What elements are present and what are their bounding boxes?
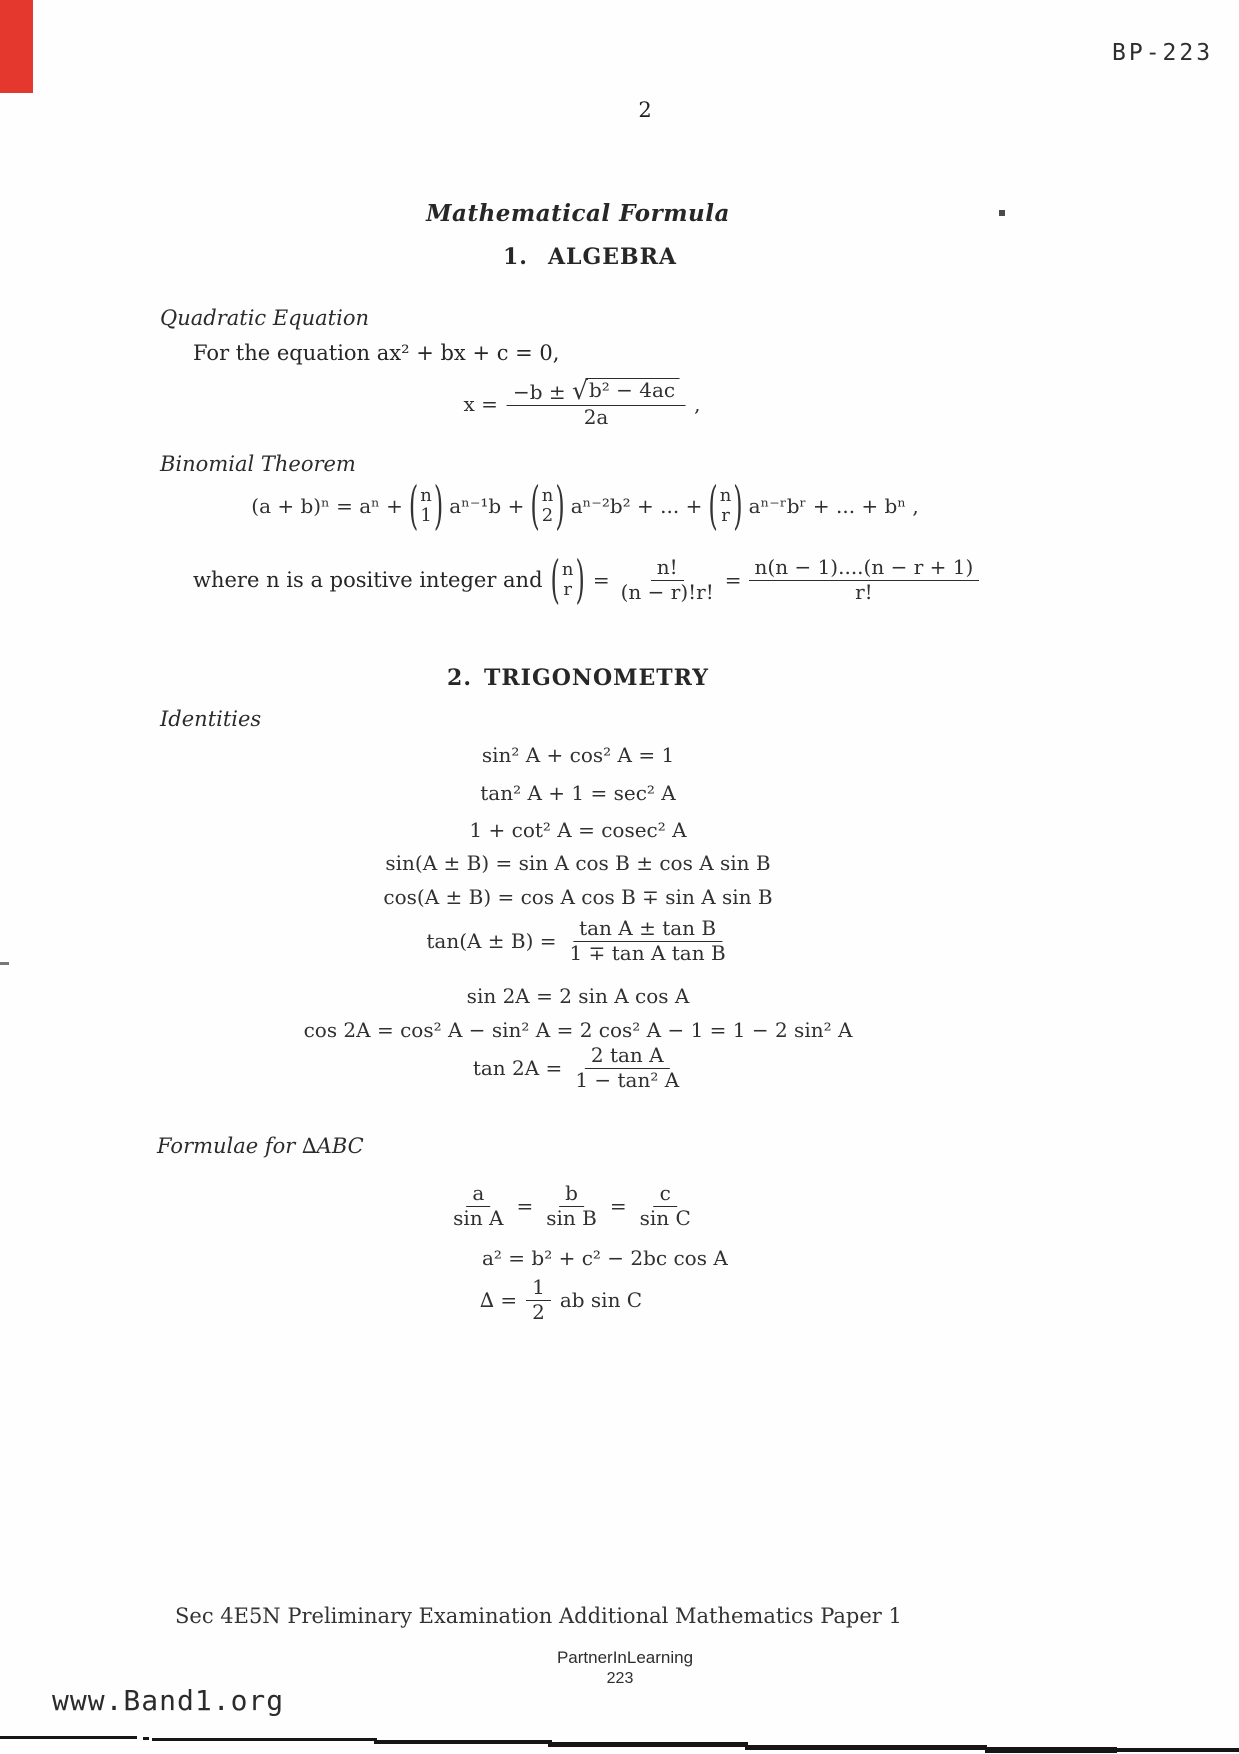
cosine-rule: a² = b² + c² − 2bc cos A	[482, 1246, 728, 1270]
cos-2a-identity: cos 2A = cos² A − sin² A = 2 cos² A − 1 = 1 − 2 sin² A	[303, 1018, 853, 1042]
binom-bottom: 2	[541, 504, 554, 526]
binom-top: n	[541, 485, 554, 506]
quadratic-numerator	[507, 378, 685, 406]
fraction-numerator: a	[466, 1182, 490, 1207]
quadratic-equation-label: Quadratic Equation	[160, 306, 369, 330]
doc-title: Mathematical Formula	[426, 200, 730, 227]
where-text: where n is a positive integer and	[193, 568, 543, 593]
binomial-theorem-label: Binomial Theorem	[160, 452, 356, 476]
brand-name: PartnerInLearning	[556, 1648, 694, 1667]
quadratic-fraction	[507, 378, 685, 429]
scan-line-segment	[374, 1740, 552, 1744]
scan-line-segment	[548, 1742, 748, 1747]
identity-line: sin² A + cos² A = 1	[481, 743, 675, 767]
fraction-denominator: 1 − tan² A	[575, 1067, 680, 1092]
fraction-numerator: b	[559, 1182, 584, 1207]
binom-top: n	[420, 485, 432, 506]
equals-sign: =	[516, 1194, 534, 1219]
binomial-coefficient-nr	[708, 475, 743, 536]
watermark-url: www.Band1.org	[52, 1684, 285, 1717]
fraction-numerator: n(n − 1)....(n − r + 1)	[749, 556, 980, 581]
triangle-formulae-label: Formulae for ∆ABC	[157, 1134, 364, 1158]
binomial-expansion	[251, 475, 919, 536]
right-paren: )	[733, 475, 743, 536]
quadratic-formula	[464, 378, 701, 429]
identities-label: Identities	[160, 707, 262, 731]
identity-line: 1 + cot² A = cosec² A	[469, 818, 687, 842]
fraction-denominator: r!	[855, 579, 873, 604]
binomial-seg1: aⁿ⁻¹b +	[449, 493, 525, 518]
binom-top: n	[561, 559, 574, 581]
identity-line: cos(A ± B) = cos A cos B ∓ sin A sin B	[383, 885, 773, 909]
scan-line-segment	[985, 1747, 1117, 1753]
area-lhs: ∆ =	[480, 1288, 518, 1313]
scan-line-segment	[152, 1738, 377, 1741]
scan-line-segment	[1113, 1748, 1239, 1752]
fraction-denominator: (n − r)!r!	[620, 579, 714, 604]
section-number: 2.	[447, 665, 472, 691]
quadratic-lhs: x =	[463, 391, 498, 416]
section-heading-trigonometry	[447, 665, 709, 691]
factorial-fraction	[617, 556, 718, 604]
fraction-numerator: 1	[526, 1276, 551, 1301]
quadratic-intro: For the equation ax² + bx + c = 0,	[193, 341, 560, 365]
binom-top: n	[719, 485, 732, 506]
one-half-fraction	[526, 1276, 551, 1324]
binomial-seg2: aⁿ⁻²b² + ... +	[570, 493, 703, 518]
fraction-denominator: sin C	[639, 1205, 691, 1230]
section-number: 1.	[502, 244, 528, 270]
binomial-coefficient-n1	[408, 475, 444, 536]
left-paren: (	[408, 475, 419, 536]
binomial-coefficient-where	[550, 549, 585, 611]
equals-sign: =	[609, 1194, 627, 1219]
tan-2a-lhs: tan 2A =	[472, 1056, 563, 1081]
right-paren: )	[575, 549, 585, 611]
sine-rule	[449, 1182, 695, 1230]
tan-sum-lhs: tan(A ± B) =	[426, 929, 557, 954]
scan-speck	[999, 210, 1005, 216]
sine-rule-fraction-b	[542, 1182, 601, 1230]
numerator-prefix: −b ±	[512, 380, 566, 404]
exam-footer-line: Sec 4E5N Preliminary Examination Additional Mathematics Paper 1	[175, 1604, 902, 1628]
identity-line: tan² A + 1 = sec² A	[480, 781, 676, 805]
scan-line-segment	[745, 1745, 987, 1750]
scan-line-segment	[143, 1737, 149, 1740]
fraction-numerator: n!	[651, 556, 684, 581]
binomial-coefficient-n2	[530, 475, 565, 536]
radicand: b² − 4ac	[586, 378, 679, 403]
brand-page-number: 223	[606, 1670, 634, 1687]
binom-bottom: r	[563, 579, 572, 601]
fraction-numerator: tan A ± tan B	[573, 917, 722, 942]
section-title: ALGEBRA	[547, 244, 678, 270]
equals-sign: =	[724, 568, 742, 593]
binomial-lhs: (a + b)ⁿ = aⁿ +	[251, 493, 403, 518]
binom-bottom: 1	[420, 504, 432, 526]
where-clause	[193, 549, 979, 611]
equals-sign: =	[592, 568, 610, 593]
quadratic-denominator: 2a	[583, 404, 609, 429]
section-title: TRIGONOMETRY	[483, 665, 709, 691]
left-paren: (	[550, 549, 560, 611]
fraction-numerator: c	[654, 1182, 677, 1207]
scan-dash-left-margin	[0, 962, 9, 965]
left-paren: (	[530, 475, 540, 536]
tan-sum-formula	[426, 917, 729, 965]
quadratic-tail: ,	[694, 391, 701, 416]
square-root	[572, 378, 679, 403]
tan-2a-fraction	[571, 1044, 683, 1092]
product-fraction	[749, 556, 980, 604]
tan-2a-formula	[473, 1044, 683, 1092]
triangle-area-formula	[480, 1276, 642, 1324]
sine-rule-fraction-c	[636, 1182, 695, 1230]
fraction-denominator: 1 ∓ tan A tan B	[569, 940, 726, 965]
fraction-numerator: 2 tan A	[585, 1044, 670, 1069]
right-paren: )	[555, 475, 565, 536]
binom-bottom: r	[721, 504, 730, 526]
tan-sum-fraction	[566, 917, 730, 965]
radical-sign: √	[572, 376, 588, 405]
identity-line: sin(A ± B) = sin A cos B ± cos A sin B	[385, 851, 771, 875]
scan-line-segment	[0, 1736, 137, 1739]
area-tail: ab sin C	[559, 1288, 643, 1313]
left-paren: (	[708, 475, 718, 536]
section-heading-algebra	[503, 244, 677, 270]
fraction-denominator: 2	[532, 1299, 545, 1324]
binomial-seg3: aⁿ⁻ʳbʳ + ... + bⁿ ,	[748, 493, 919, 518]
page-number: 2	[638, 98, 652, 122]
fraction-denominator: sin A	[453, 1205, 504, 1230]
red-page-tab	[0, 0, 33, 93]
doc-code: BP-223	[1112, 40, 1214, 66]
fraction-denominator: sin B	[546, 1205, 597, 1230]
sine-rule-fraction-a	[449, 1182, 507, 1230]
sin-2a-identity: sin 2A = 2 sin A cos A	[466, 984, 690, 1008]
right-paren: )	[433, 475, 444, 536]
